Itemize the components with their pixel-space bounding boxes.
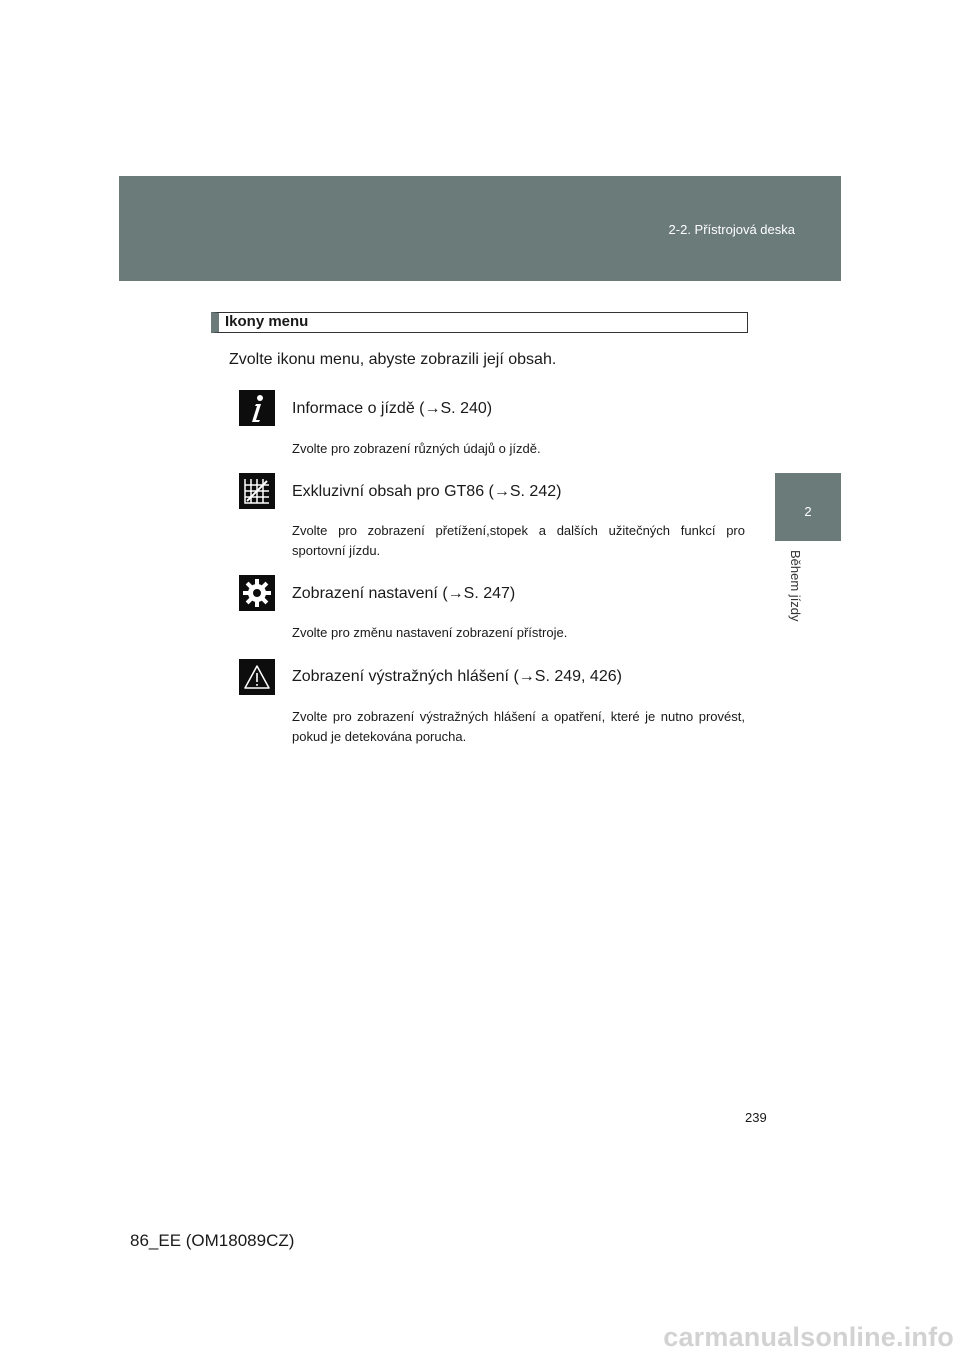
grid-graph-icon xyxy=(239,473,275,509)
item-title-settings: Zobrazení nastavení (→S. 247) xyxy=(292,585,516,602)
item-desc-settings: Zvolte pro změnu nastavení zobrazení přístroje. xyxy=(292,625,568,640)
page-number: 239 xyxy=(745,1110,767,1125)
chapter-tab xyxy=(775,473,841,541)
chapter-label: Během jízdy xyxy=(788,550,803,622)
item-desc-gt86: Zvolte pro zobrazení přetížení,stopek a dalších užitečných funkcí pro sportovní jízdu. xyxy=(292,523,745,558)
watermark: carmanualsonline.info xyxy=(663,1322,954,1352)
section-title: 2-2. Přístrojová deska xyxy=(668,222,795,237)
intro-text: Zvolte ikonu menu, abyste zobrazili její obsah. xyxy=(229,351,557,368)
item-desc-warnings: Zvolte pro zobrazení výstražných hlášení a opatření, které je nutno provést, pokud je detekována porucha. xyxy=(292,709,745,744)
item-title-gt86: Exkluzivní obsah pro GT86 (→S. 242) xyxy=(292,483,562,500)
item-title-warnings: Zobrazení výstražných hlášení (→S. 249, 426) xyxy=(292,668,622,685)
gear-icon xyxy=(239,575,275,611)
document-code: 86_EE (OM18089CZ) xyxy=(130,1231,295,1250)
section-heading: Ikony menu xyxy=(211,312,748,333)
info-icon xyxy=(239,390,275,426)
warning-icon xyxy=(239,659,275,695)
item-desc-info: Zvolte pro zobrazení různých údajů o jízdě. xyxy=(292,441,541,456)
header-band xyxy=(119,176,841,281)
item-title-info: Informace o jízdě (→S. 240) xyxy=(292,400,493,417)
chapter-number: 2 xyxy=(804,504,812,519)
